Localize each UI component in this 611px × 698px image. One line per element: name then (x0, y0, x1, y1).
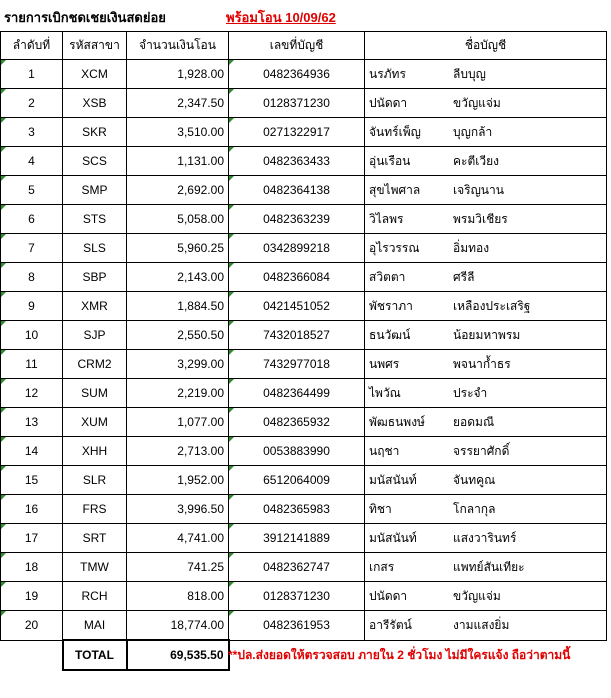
row-number-cell[interactable]: 7 (1, 234, 63, 263)
branch-code-cell[interactable]: SMP (63, 176, 127, 205)
table-row (1, 408, 607, 437)
account-number-cell[interactable]: 0128371230 (229, 89, 365, 118)
account-name-cell[interactable] (365, 495, 607, 524)
table-row (1, 292, 607, 321)
first-name: นฤชา (369, 443, 400, 458)
account-name-cell[interactable] (365, 466, 607, 495)
amount-cell[interactable]: 741.25 (127, 553, 229, 582)
row-number-cell[interactable]: 2 (1, 89, 63, 118)
row-number-cell[interactable]: 19 (1, 582, 63, 611)
transfer-table (0, 31, 607, 671)
account-name-cell[interactable] (365, 176, 607, 205)
last-name: พจนาก้ำธร (453, 356, 511, 371)
account-number-cell[interactable]: 0482363239 (229, 205, 365, 234)
row-number-cell[interactable]: 10 (1, 321, 63, 350)
branch-code-cell[interactable]: XUM (63, 408, 127, 437)
branch-code-cell[interactable]: SRT (63, 524, 127, 553)
table-row (1, 466, 607, 495)
amount-cell[interactable]: 3,510.00 (127, 118, 229, 147)
amount-cell[interactable]: 2,143.00 (127, 263, 229, 292)
account-name-cell[interactable] (365, 321, 607, 350)
account-number-cell[interactable]: 0482365983 (229, 495, 365, 524)
last-name: แสงวารินทร์ (453, 530, 517, 545)
branch-code-cell[interactable]: CRM2 (63, 350, 127, 379)
last-name: เหลืองประเสริฐ (453, 298, 531, 313)
table-row (1, 89, 607, 118)
branch-code-cell[interactable]: SLS (63, 234, 127, 263)
branch-code-cell[interactable]: SCS (63, 147, 127, 176)
branch-code-cell[interactable]: SUM (63, 379, 127, 408)
account-name-cell[interactable] (365, 408, 607, 437)
first-name: พัชราภา (369, 298, 413, 313)
account-name-cell[interactable] (365, 234, 607, 263)
branch-code-cell[interactable]: MAI (63, 611, 127, 641)
last-name: ขวัญแจ่ม (453, 95, 501, 110)
table-row (1, 118, 607, 147)
table-row (1, 350, 607, 379)
account-number-cell[interactable]: 0271322917 (229, 118, 365, 147)
last-name: ยอดมณี (453, 414, 495, 429)
row-number-cell[interactable]: 4 (1, 147, 63, 176)
account-number-cell[interactable]: 3912141889 (229, 524, 365, 553)
row-number-cell[interactable]: 14 (1, 437, 63, 466)
row-number-cell[interactable]: 3 (1, 118, 63, 147)
amount-cell[interactable]: 2,219.00 (127, 379, 229, 408)
last-name: ลีบบุญ (453, 66, 486, 81)
branch-code-cell[interactable]: SKR (63, 118, 127, 147)
last-name: แพทย์สันเทียะ (453, 559, 525, 574)
last-name: คะตีเวียง (453, 153, 499, 168)
header-no[interactable]: ลำดับที่ (1, 32, 63, 60)
row-number-cell[interactable]: 11 (1, 350, 63, 379)
first-name: สวิตตา (369, 269, 406, 284)
account-name-cell[interactable] (365, 379, 607, 408)
table-row (1, 437, 607, 466)
last-name: อิ่มทอง (453, 240, 490, 255)
account-name-cell[interactable] (365, 60, 607, 89)
account-name-cell[interactable] (365, 582, 607, 611)
amount-cell[interactable]: 18,774.00 (127, 611, 229, 641)
account-number-cell[interactable]: 0482361953 (229, 611, 365, 641)
first-name: มนัสนันท์ (369, 530, 417, 545)
row-number-cell[interactable]: 6 (1, 205, 63, 234)
last-name: เจริญนาน (453, 182, 504, 197)
row-number-cell[interactable]: 20 (1, 611, 63, 641)
amount-cell[interactable]: 818.00 (127, 582, 229, 611)
last-name: จันทคูณ (453, 472, 496, 487)
account-name-cell[interactable] (365, 611, 607, 641)
account-name-cell[interactable] (365, 205, 607, 234)
row-number-cell[interactable]: 17 (1, 524, 63, 553)
table-row (1, 524, 607, 553)
last-name: น้อยมหาพรม (453, 327, 521, 342)
branch-code-cell[interactable]: STS (63, 205, 127, 234)
last-name: ขวัญแจ่ม (453, 588, 501, 603)
branch-code-cell[interactable]: TMW (63, 553, 127, 582)
account-number-cell[interactable]: 7432018527 (229, 321, 365, 350)
amount-cell[interactable]: 2,550.50 (127, 321, 229, 350)
branch-code-cell[interactable]: XHH (63, 437, 127, 466)
amount-cell[interactable]: 1,131.00 (127, 147, 229, 176)
account-number-cell[interactable]: 0482362747 (229, 553, 365, 582)
account-number-cell[interactable]: 0342899218 (229, 234, 365, 263)
account-name-cell[interactable] (365, 553, 607, 582)
first-name: ธนวัฒน์ (369, 327, 411, 342)
table-row (1, 147, 607, 176)
amount-cell[interactable]: 5,058.00 (127, 205, 229, 234)
table-row (1, 495, 607, 524)
total-value[interactable]: 69,535.50 (127, 640, 229, 670)
account-number-cell[interactable]: 0482364138 (229, 176, 365, 205)
row-number-cell[interactable]: 8 (1, 263, 63, 292)
last-name: โกลากุล (453, 501, 496, 516)
amount-cell[interactable]: 3,299.00 (127, 350, 229, 379)
branch-code-cell[interactable]: SBP (63, 263, 127, 292)
table-row (1, 379, 607, 408)
account-name-cell[interactable] (365, 292, 607, 321)
account-number-cell[interactable]: 7432977018 (229, 350, 365, 379)
amount-cell[interactable]: 1,928.00 (127, 60, 229, 89)
remark-note: **ปล.ส่งยอดให้ตรวจสอบ ภายใน 2 ชั่วโมง ไม่มีใครแจ้ง ถือว่าตามนี้ (228, 648, 571, 662)
amount-cell[interactable]: 2,347.50 (127, 89, 229, 118)
branch-code-cell[interactable]: XMR (63, 292, 127, 321)
table-row (1, 205, 607, 234)
amount-cell[interactable]: 4,741.00 (127, 524, 229, 553)
table-row (1, 176, 607, 205)
first-name: พัฒธนพงษ์ (369, 414, 425, 429)
first-name: นรภัทร (369, 66, 406, 81)
first-name: เกสร (369, 559, 395, 574)
last-name: จรรยาศักดิ์ (453, 443, 510, 458)
row-number-cell[interactable]: 1 (1, 60, 63, 89)
first-name: นพศร (369, 356, 400, 371)
branch-code-cell[interactable]: SJP (63, 321, 127, 350)
amount-cell[interactable]: 3,996.50 (127, 495, 229, 524)
amount-cell[interactable]: 2,713.00 (127, 437, 229, 466)
empty-cell[interactable] (1, 640, 63, 670)
first-name: อารีรัตน์ (369, 617, 412, 632)
first-name: ทิชา (369, 501, 392, 516)
first-name: จันทร์เพ็ญ (369, 124, 421, 139)
amount-cell[interactable]: 1,077.00 (127, 408, 229, 437)
amount-cell[interactable]: 2,692.00 (127, 176, 229, 205)
last-name: งามแสงยิ่ม (453, 617, 510, 632)
account-number-cell[interactable]: 0482363433 (229, 147, 365, 176)
table-row (1, 553, 607, 582)
account-number-cell[interactable]: 0482364936 (229, 60, 365, 89)
first-name: ปนัดดา (369, 95, 408, 110)
table-row (1, 611, 607, 641)
amount-cell[interactable]: 5,960.25 (127, 234, 229, 263)
first-name: วิไลพร (369, 211, 404, 226)
account-number-cell[interactable]: 0482366084 (229, 263, 365, 292)
account-name-cell[interactable] (365, 147, 607, 176)
account-number-cell[interactable]: 0053883990 (229, 437, 365, 466)
table-row (1, 321, 607, 350)
header-branch[interactable]: รหัสสาขา (63, 32, 127, 60)
first-name: อุไรวรรณ (369, 240, 420, 255)
row-number-cell[interactable]: 16 (1, 495, 63, 524)
header-amount[interactable]: จำนวนเงินโอน (127, 32, 229, 60)
row-number-cell[interactable]: 15 (1, 466, 63, 495)
table-row (1, 234, 607, 263)
first-name: สุขไพศาล (369, 182, 421, 197)
transfer-date-label: พร้อมโอน 10/09/62 (226, 10, 336, 25)
table-row (1, 263, 607, 292)
account-name-cell[interactable] (365, 118, 607, 147)
account-number-cell[interactable]: 0482364499 (229, 379, 365, 408)
total-label[interactable]: TOTAL (63, 640, 127, 670)
branch-code-cell[interactable]: FRS (63, 495, 127, 524)
header-account[interactable]: เลขที่บัญชี (229, 32, 365, 60)
table-row (1, 60, 607, 89)
first-name: ปนัดดา (369, 588, 408, 603)
account-name-cell[interactable] (365, 437, 607, 466)
last-name: พรมวิเชียร (453, 211, 508, 226)
account-name-cell[interactable] (365, 350, 607, 379)
header-row (1, 32, 607, 60)
account-number-cell[interactable]: 0128371230 (229, 582, 365, 611)
account-number-cell[interactable]: 6512064009 (229, 466, 365, 495)
header-account-name[interactable]: ชื่อบัญชี (365, 32, 607, 60)
first-name: มนัสนันท์ (369, 472, 417, 487)
amount-cell[interactable]: 1,952.00 (127, 466, 229, 495)
row-number-cell[interactable]: 12 (1, 379, 63, 408)
branch-code-cell[interactable]: RCH (63, 582, 127, 611)
last-name: ศรีลี (453, 269, 475, 284)
account-number-cell[interactable]: 0482365932 (229, 408, 365, 437)
last-name: บุญกล้า (453, 124, 493, 139)
branch-code-cell[interactable]: XCM (63, 60, 127, 89)
account-name-cell[interactable] (365, 524, 607, 553)
row-number-cell[interactable]: 5 (1, 176, 63, 205)
amount-cell[interactable]: 1,884.50 (127, 292, 229, 321)
first-name: อุ่นเรือน (369, 153, 411, 168)
account-name-cell[interactable] (365, 263, 607, 292)
last-name: ประจำ (453, 385, 488, 400)
row-number-cell[interactable]: 18 (1, 553, 63, 582)
table-row (1, 582, 607, 611)
first-name: ไพวัณ (369, 385, 401, 400)
row-number-cell[interactable]: 9 (1, 292, 63, 321)
report-title: รายการเบิกชดเชยเงินสดย่อย (4, 10, 166, 25)
account-number-cell[interactable]: 0421451052 (229, 292, 365, 321)
branch-code-cell[interactable]: SLR (63, 466, 127, 495)
branch-code-cell[interactable]: XSB (63, 89, 127, 118)
account-name-cell[interactable] (365, 89, 607, 118)
row-number-cell[interactable]: 13 (1, 408, 63, 437)
